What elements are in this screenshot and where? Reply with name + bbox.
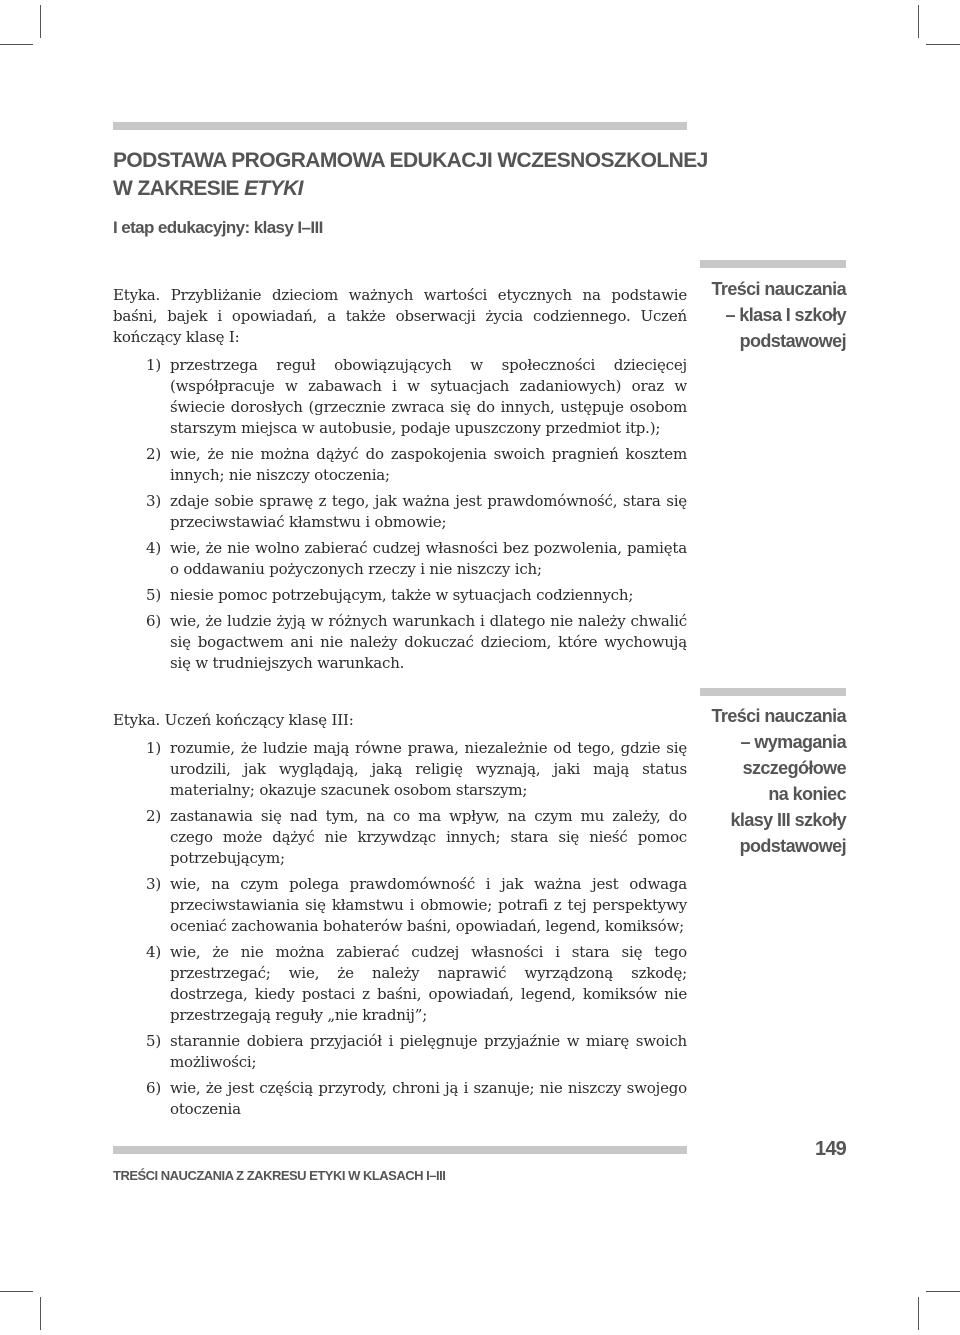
- list-item-number: 2): [146, 445, 161, 463]
- list-item-text: zdaje sobie sprawę z tego, jak ważna jest prawdomówność, stara się przeciwstawiać kłamstwu i obmowie;: [170, 492, 687, 531]
- list-item-text: wie, że jest częścią przyrody, chroni ją i szanuje; nie niszczy swojego otoczenia: [170, 1079, 687, 1118]
- side-heading-line: Treści nauczania: [711, 279, 846, 299]
- crop-mark: [926, 1291, 960, 1292]
- list-item: [113, 538, 687, 580]
- list-item-number: 5): [146, 1032, 161, 1050]
- list-item: [113, 1031, 687, 1073]
- crop-mark: [918, 1297, 919, 1330]
- page-subtitle: I etap edukacyjny: klasy I–III: [113, 218, 323, 237]
- list-item-text: wie, że nie można zabierać cudzej własności i stara się tego przestrzegać; wie, że należy naprawić wyrządzoną szkodę; dostrzega, kiedy postaci z baśni, opowiadań, legend, komiksów nie przestrzegają reguły „nie kradnij”;: [170, 943, 687, 1024]
- list-item-text: wie, że nie można dążyć do zaspokojenia swoich pragnień kosztem innych; nie niszczy otoczenia;: [170, 445, 687, 484]
- title-emphasis: ETYKI: [244, 177, 303, 200]
- list-item: [113, 355, 687, 439]
- list-item: [113, 806, 687, 869]
- list-item: [113, 738, 687, 801]
- title-line-1: PODSTAWA PROGRAMOWA EDUKACJI WCZESNOSZKOLNEJ: [113, 149, 708, 172]
- list-item: [113, 585, 687, 606]
- side-heading-line: klasy III szkoły: [730, 810, 846, 830]
- list-item-number: 3): [146, 875, 161, 893]
- section-2-intro: Etyka. Uczeń kończący klasę III:: [113, 711, 354, 729]
- list-item-number: 3): [146, 492, 161, 510]
- list-item-number: 6): [146, 1079, 161, 1097]
- side-rule-2: [700, 688, 846, 696]
- list-item-number: 1): [146, 356, 161, 374]
- list-item: [113, 942, 687, 1026]
- crop-mark: [0, 44, 33, 45]
- section-2-list: [113, 738, 687, 1120]
- list-item-text: starannie dobiera przyjaciół i pielęgnuje przyjaźnie w miarę swoich możliwości;: [170, 1032, 687, 1071]
- side-heading-line: – klasa I szkoły: [725, 305, 846, 325]
- side-heading-line: podstawowej: [739, 836, 846, 856]
- list-item-text: wie, na czym polega prawdomówność i jak ważna jest odwaga przeciwstawiania się kłamstwu i obmowie; potrafi z tej perspektywy oceniać zachowania bohaterów baśni, opowiadań, legend, komiksów;: [170, 875, 687, 935]
- top-rule: [113, 122, 687, 130]
- section-2-body: [113, 710, 687, 1125]
- side-rule-1: [700, 260, 846, 268]
- section-1-intro: Etyka. Przybliżanie dzieciom ważnych wartości etycznych na podstawie baśni, bajek i opowiadań, a także obserwacji życia codziennego. Uczeń kończący klasę I:: [113, 286, 687, 346]
- title-line-2: W ZAKRESIE: [113, 177, 245, 200]
- list-item-number: 4): [146, 943, 161, 961]
- crop-mark: [918, 5, 919, 38]
- section-1-body: [113, 285, 687, 679]
- side-heading-2: [700, 703, 846, 859]
- list-item-number: 1): [146, 739, 161, 757]
- list-item: [113, 444, 687, 486]
- crop-mark: [40, 1297, 41, 1330]
- list-item-text: rozumie, że ludzie mają równe prawa, niezależnie od tego, gdzie się urodzili, jak wyglądają, jaką religię wyznają, jaki mają status materialny; okazuje szacunek osobom starszym;: [170, 739, 687, 799]
- crop-mark: [926, 44, 960, 45]
- side-heading-line: na koniec: [768, 784, 846, 804]
- section-1-list: [113, 355, 687, 674]
- crop-mark: [40, 5, 41, 38]
- list-item-text: niesie pomoc potrzebującym, także w sytuacjach codziennych;: [170, 586, 634, 604]
- crop-mark: [0, 1291, 33, 1292]
- side-heading-1: [700, 276, 846, 354]
- list-item-number: 4): [146, 539, 161, 557]
- list-item-number: 6): [146, 612, 161, 630]
- list-item-text: przestrzega reguł obowiązujących w społeczności dziecięcej (współpracuje w zabawach i w sytuacjach zadaniowych) oraz w świecie dorosłych (grzecznie zwraca się do innych, ustępuje osobom starszym miejsca w autobusie, podaje upuszczony przedmiot itp.);: [170, 356, 687, 437]
- list-item-text: wie, że nie wolno zabierać cudzej własności bez pozwolenia, pamięta o oddawaniu pożyczonych rzeczy i nie niszczy ich;: [170, 539, 687, 578]
- list-item-text: zastanawia się nad tym, na co ma wpływ, na czym mu zależy, do czego może dążyć nie krzywdząc innych; stara się nieść pomoc potrzebującym;: [170, 807, 687, 867]
- page-title: [113, 147, 708, 203]
- page-number: 149: [815, 1138, 846, 1160]
- list-item: [113, 491, 687, 533]
- side-heading-line: Treści nauczania: [711, 706, 846, 726]
- list-item: [113, 874, 687, 937]
- list-item-number: 5): [146, 586, 161, 604]
- list-item-number: 2): [146, 807, 161, 825]
- list-item-text: wie, że ludzie żyją w różnych warunkach i dlatego nie należy chwalić się bogactwem ani nie należy dokuczać dzieciom, które wychowują się w trudniejszych warunkach.: [170, 612, 687, 672]
- running-footer: TREŚCI NAUCZANIA Z ZAKRESU ETYKI W KLASACH I–III: [113, 1168, 446, 1183]
- side-heading-line: podstawowej: [739, 331, 846, 351]
- side-heading-line: – wymagania: [740, 732, 846, 752]
- side-heading-line: szczegółowe: [742, 758, 846, 778]
- list-item: [113, 611, 687, 674]
- footer-rule: [113, 1146, 687, 1154]
- list-item: [113, 1078, 687, 1120]
